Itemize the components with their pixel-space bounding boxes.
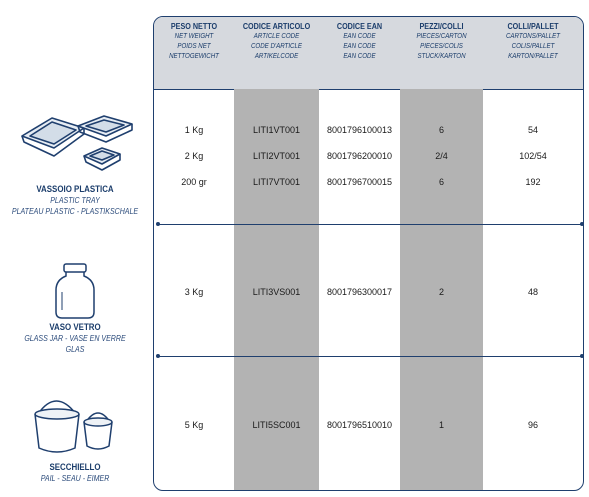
- table-cell-weight: 5 Kg: [184, 420, 204, 430]
- table-cell-ean: 8001796700015: [326, 177, 393, 187]
- header-pieces-carton: PEZZI/COLLI PIECES/CARTON PIECES/COLIS STÜCK/KARTON: [416, 22, 467, 60]
- separator-end-dot: [580, 222, 584, 226]
- separator-end-dot: [580, 354, 584, 358]
- product-label-pail: [0, 462, 150, 484]
- table-cell-ean: 8001796510010: [326, 420, 393, 430]
- table-cell-code: LITI7VT001: [252, 177, 301, 187]
- product-label-jar: [0, 322, 150, 355]
- table-cell-weight: 200 gr: [181, 177, 207, 187]
- product-name: VASO VETRO: [49, 322, 101, 332]
- table-cell-ean: 8001796200010: [326, 151, 393, 161]
- header-ean-code: CODICE EAN EAN CODE EAN CODE EAN CODE: [336, 22, 383, 60]
- product-name: VASSOIO PLASTICA: [36, 184, 114, 194]
- plastic-tray-icon: [18, 112, 138, 182]
- header-cartons-pallet: COLLI/PALLET CARTONS/PALLET COLIS/PALLET KARTON/PALLET: [505, 22, 561, 60]
- table-cell-pallet: 54: [527, 125, 538, 135]
- table-cell-code: LITI1VT001: [252, 125, 301, 135]
- product-subtitle: PAIL - SEAU - EIMER: [40, 474, 110, 483]
- separator-end-dot: [156, 222, 160, 226]
- table-cell-pallet: 48: [527, 287, 538, 297]
- glass-jar-icon: [52, 262, 98, 320]
- header-article-code: CODICE ARTICOLO ARTICLE CODE CODE D'ARTICLE ARTIKELCODE: [242, 22, 311, 60]
- header-net-weight: PESO NETTO NET WEIGHT POIDS NET NETTOGEWICHT: [169, 22, 219, 60]
- table-cell-code: LITI5SC001: [252, 420, 301, 430]
- table-cell-pieces: 2: [438, 287, 444, 297]
- table-cell-ean: 8001796100013: [326, 125, 393, 135]
- product-subtitle: PLASTIC TRAY: [50, 196, 100, 205]
- table-cell-weight: 1 Kg: [184, 125, 204, 135]
- product-table: [153, 16, 584, 491]
- table-cell-pieces: 6: [438, 177, 444, 187]
- table-cell-weight: 2 Kg: [184, 151, 204, 161]
- table-cell-pallet: 192: [525, 177, 541, 187]
- table-cell-code: LITI2VT001: [252, 151, 301, 161]
- product-subtitle: GLAS: [65, 345, 85, 354]
- product-subtitle: GLASS JAR - VASE EN VERRE: [24, 334, 126, 343]
- separator-end-dot: [156, 354, 160, 358]
- table-cell-pallet: 102/54: [519, 151, 547, 161]
- row-separator: [158, 356, 582, 357]
- pail-icon: [28, 392, 118, 458]
- row-separator: [158, 224, 582, 225]
- table-cell-pieces: 6: [438, 125, 444, 135]
- table-cell-pallet: 96: [527, 420, 538, 430]
- product-label-tray: [0, 184, 150, 217]
- table-cell-pieces: 1: [438, 420, 444, 430]
- table-cell-weight: 3 Kg: [184, 287, 204, 297]
- table-cell-ean: 8001796300017: [326, 287, 393, 297]
- product-subtitle: PLATEAU PLASTIC - PLASTIKSCHALE: [11, 207, 139, 216]
- table-cell-code: LITI3VS001: [252, 287, 301, 297]
- table-cell-pieces: 2/4: [435, 151, 448, 161]
- product-name: SECCHIELLO: [49, 462, 101, 472]
